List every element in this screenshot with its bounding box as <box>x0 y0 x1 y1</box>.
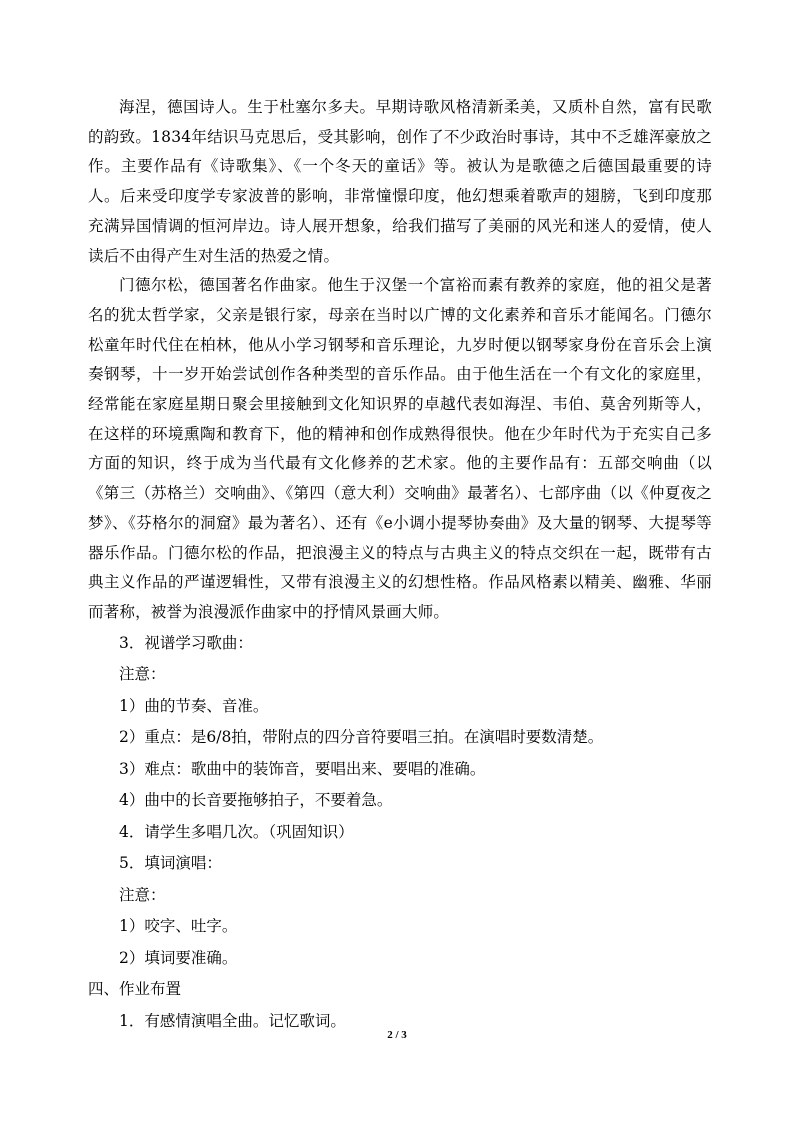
homework-heading: 四、作业布置 <box>88 980 182 999</box>
paragraph-mendelssohn: 门德尔松，德国著名作曲家。他生于汉堡一个富裕而素有教养的家庭，他的祖父是著名的犹太哲学家，父亲是银行家，母亲在当时以广博的文化素养和音乐才能闻名。门德尔松童年时代住在柏林，他从小学习钢琴和音乐理论，九岁时便以钢琴家身份在音乐会上演奏钢琴，十一岁开始尝试创作各种类型的音乐作品。由于他生活在一个有文化的家庭里，经常能在家庭星期日聚会里接触到文化知识界的卓越代表如海涅、韦伯、莫舍列斯等人，在这样的环境熏陶和教育下，他的精神和创作成熟得很快。他在少年时代为于充实自己多方面的知识，终于成为当代最有文化修养的艺术家。他的主要作品有：五部交响曲（以《第三（苏格兰）交响曲》、《第四（意大利）交响曲》最著名）、七部序曲（以《仲夏夜之梦》、《芬格尔的洞窟》最为著名）、还有《e小调小提琴协奏曲》及大量的钢琴、大提琴等器乐作品。门德尔松的作品，把浪漫主义的特点与古典主义的特点交织在一起，既带有古典主义作品的严谨逻辑性，又带有浪漫主义的幻想性格。作品风格素以精美、幽雅、华丽而著称，被誉为浪漫派作曲家中的抒情风景画大师。 <box>88 276 712 621</box>
section-5-note: 注意： <box>119 885 166 904</box>
section-5-item: 1）咬字、吐字。 <box>119 917 238 936</box>
section-4-title: 4．请学生多唱几次。（巩固知识） <box>119 822 354 841</box>
section-3-item: 1）曲的节奏、音准。 <box>119 696 269 715</box>
section-3-note: 注意： <box>119 665 166 684</box>
section-3-title: 3．视谱学习歌曲： <box>119 633 253 652</box>
paragraph-heine: 海涅，德国诗人。生于杜塞尔多夫。早期诗歌风格清新柔美，又质朴自然，富有民歌的韵致。1834年结识马克思后，受其影响，创作了不少政治时事诗，其中不乏雄浑豪放之作。主要作品有《诗歌集》、《一个冬天的童话》等。被认为是歌德之后德国最重要的诗人。后来受印度学专家波普的影响，非常憧憬印度，他幻想乘着歌声的翅膀，飞到印度那充满异国情调的恒河岸边。诗人展开想象，给我们描写了美丽的风光和迷人的爱情，使人读后不由得产生对生活的热爱之情。 <box>88 98 712 265</box>
page-content <box>88 93 712 1037</box>
page-number: 2 / 3 <box>387 1029 407 1041</box>
section-5-title: 5．填词演唱： <box>119 854 222 873</box>
section-5-item: 2）填词要准确。 <box>119 948 238 967</box>
section-3-item: 2）重点：是6/8拍，带附点的四分音符要唱三拍。在演唱时要数清楚。 <box>119 728 604 747</box>
section-3-item: 3）难点：歌曲中的装饰音，要唱出来、要唱的准确。 <box>119 759 486 778</box>
section-3-item: 4）曲中的长音要拖够拍子，不要着急。 <box>119 791 393 810</box>
homework-item: 1．有感情演唱全曲。记忆歌词。 <box>119 1011 346 1030</box>
